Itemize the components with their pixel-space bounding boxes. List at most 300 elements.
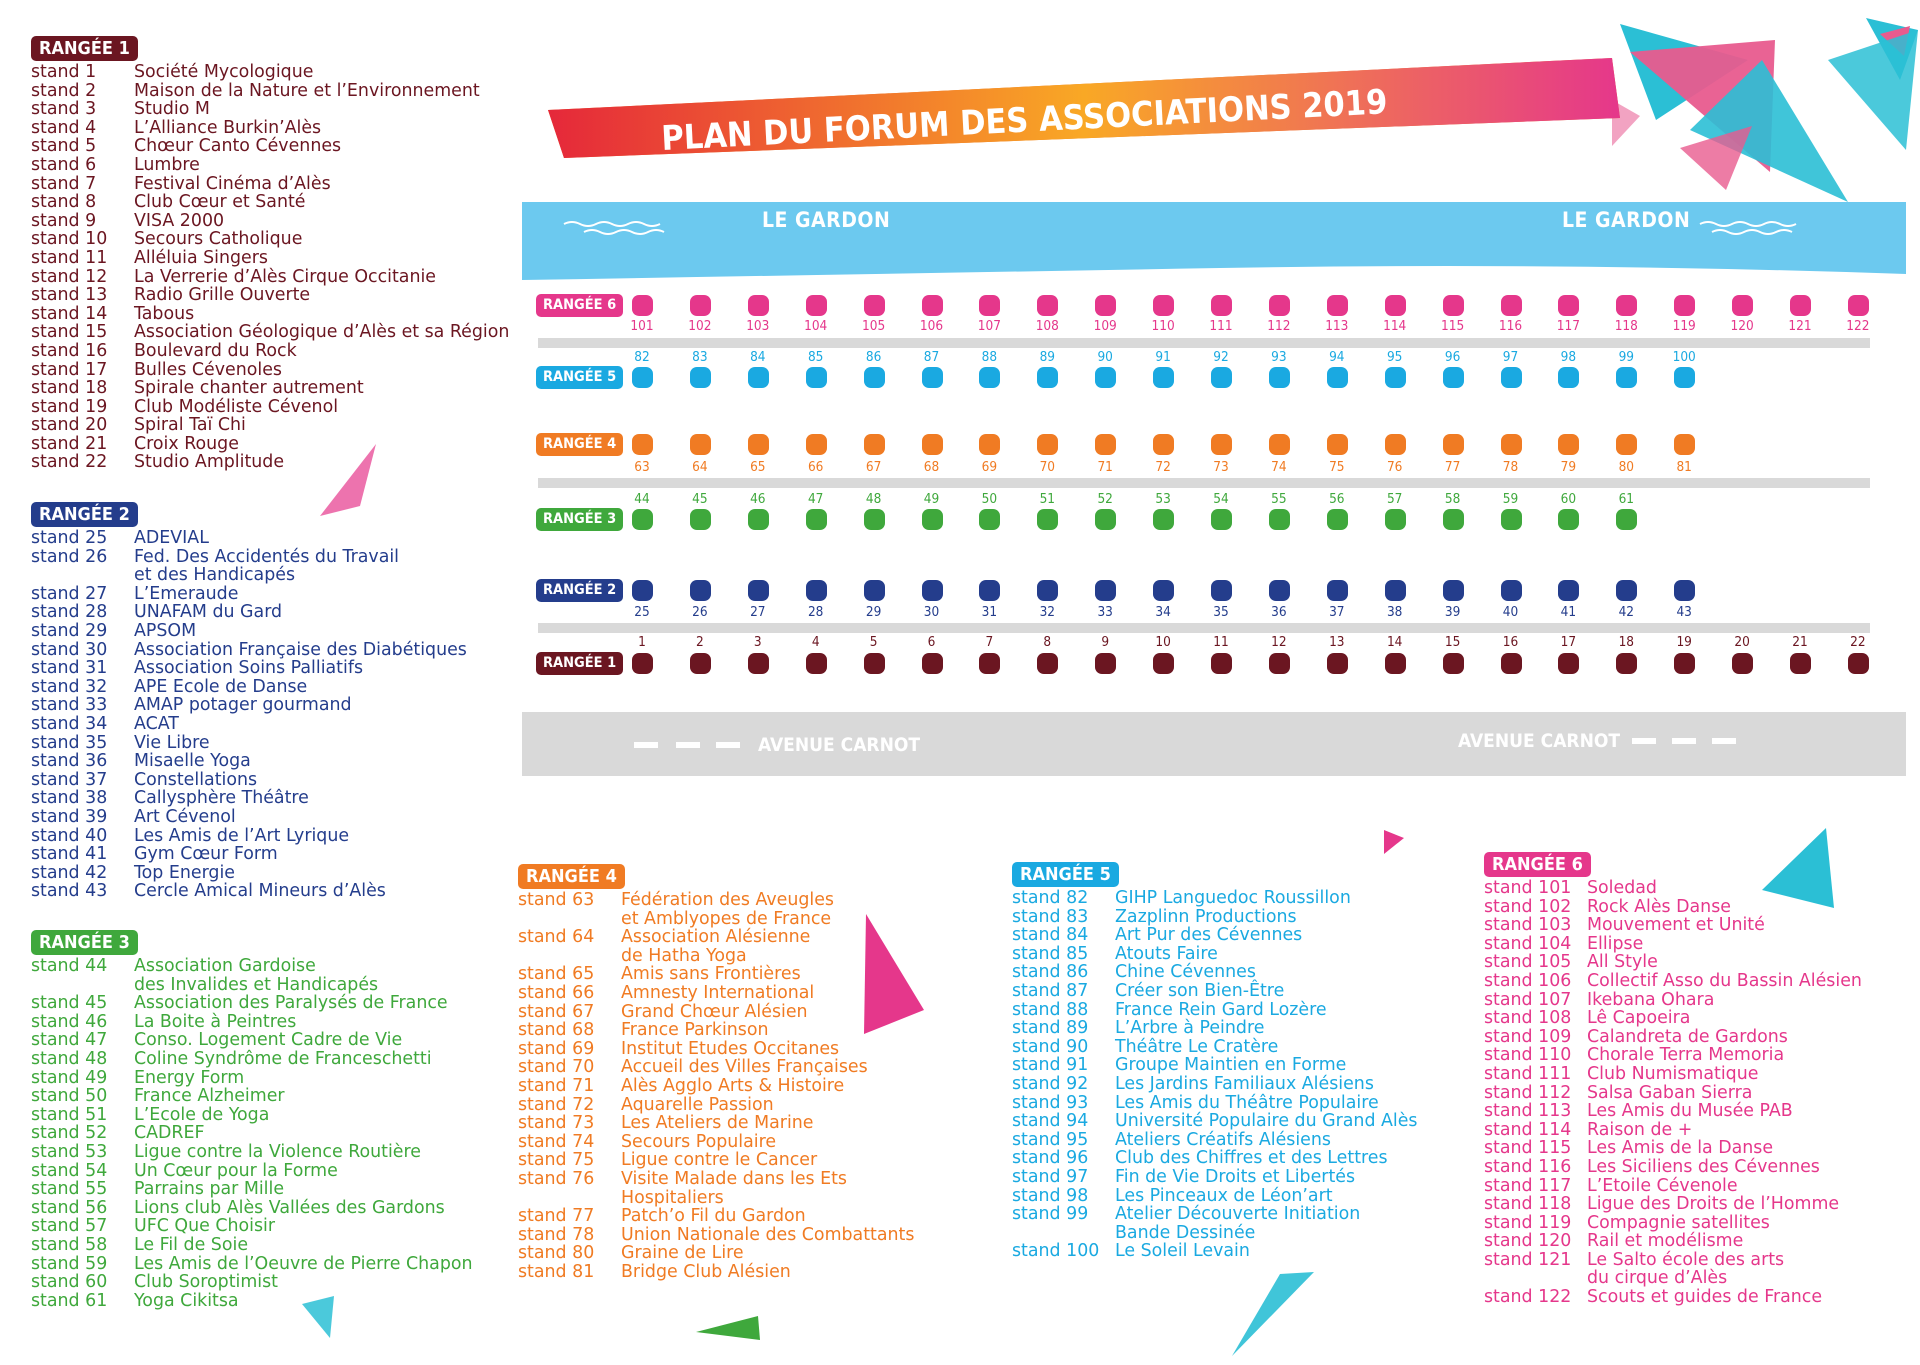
stand-52[interactable]	[1095, 509, 1116, 530]
legend-entry	[1484, 1009, 1862, 1028]
stand-10[interactable]	[1153, 653, 1174, 674]
stand-113[interactable]	[1327, 295, 1348, 316]
stand-number: 20	[1734, 634, 1750, 650]
stand-111[interactable]	[1211, 295, 1232, 316]
stand-88[interactable]	[979, 367, 1000, 388]
stand-id: stand 82	[1012, 888, 1089, 908]
stand-45[interactable]	[690, 509, 711, 530]
stand-id: stand 40	[31, 825, 108, 846]
stand-56[interactable]	[1327, 509, 1348, 530]
legend-entry	[1484, 1177, 1862, 1196]
stand-5[interactable]	[864, 653, 885, 674]
stand-number: 100	[1672, 349, 1696, 365]
stand-number: 81	[1676, 459, 1692, 475]
association-name: Les Amis de l’Oeuvre de Pierre Chapon	[134, 1253, 473, 1274]
stand-id: stand 122	[1484, 1287, 1572, 1308]
stand-116[interactable]	[1501, 295, 1522, 316]
stand-91[interactable]	[1153, 367, 1174, 388]
association-name: Association des Paralysés de France	[134, 993, 448, 1014]
legend-entry	[1012, 1131, 1418, 1150]
stand-id: stand 90	[1012, 1036, 1089, 1057]
stand-2[interactable]	[690, 653, 711, 674]
stand-number: 17	[1560, 634, 1577, 650]
legend-badge-r4: RANGÉE 4	[518, 864, 625, 889]
stand-96[interactable]	[1443, 367, 1464, 388]
stand-id: stand 57	[31, 1216, 108, 1237]
stand-number: 25	[634, 604, 650, 620]
stand-51[interactable]	[1037, 509, 1058, 530]
legend-entry	[31, 1013, 473, 1032]
legend-badge-r6: RANGÉE 6	[1484, 852, 1591, 877]
stand-122[interactable]	[1848, 295, 1869, 316]
stand-103[interactable]	[748, 295, 769, 316]
stand-number: 98	[1560, 349, 1577, 365]
stand-number: 74	[1271, 459, 1287, 475]
stand-75[interactable]	[1327, 434, 1348, 455]
association-name: Spirale chanter autrement	[134, 378, 364, 399]
association-name: APE Ecole de Danse	[134, 676, 308, 697]
stand-number: 19	[1676, 634, 1692, 650]
stand-id: stand 20	[31, 415, 108, 436]
legend-entry	[1012, 889, 1418, 908]
legend-entry	[31, 622, 467, 641]
stand-65[interactable]	[748, 434, 769, 455]
legend-entry	[31, 268, 509, 287]
stand-number: 109	[1093, 318, 1117, 334]
stand-39[interactable]	[1443, 580, 1464, 601]
stand-112[interactable]	[1269, 295, 1290, 316]
association-name: Le Fil de Soie	[134, 1234, 249, 1255]
stand-number: 37	[1329, 604, 1345, 620]
stand-109[interactable]	[1095, 295, 1116, 316]
association-name: Fin de Vie Droits et Libertés	[1115, 1166, 1356, 1187]
stand-number: 108	[1035, 318, 1059, 334]
stand-34[interactable]	[1153, 580, 1174, 601]
stand-58[interactable]	[1443, 509, 1464, 530]
stand-number: 47	[807, 491, 824, 507]
stand-26[interactable]	[690, 580, 711, 601]
legend-entry	[31, 771, 467, 790]
association-name: ACAT	[134, 713, 179, 734]
legend-entry	[1484, 1046, 1862, 1065]
stand-81[interactable]	[1674, 434, 1695, 455]
legend-entry	[1484, 879, 1862, 898]
stand-27[interactable]	[748, 580, 769, 601]
association-name: Maison de la Nature et l’Environnement	[134, 80, 480, 101]
stand-17[interactable]	[1558, 653, 1579, 674]
stand-60[interactable]	[1558, 509, 1579, 530]
stand-number: 16	[1502, 634, 1519, 650]
stand-92[interactable]	[1211, 367, 1232, 388]
stand-number: 14	[1386, 634, 1403, 650]
river	[522, 202, 1906, 280]
stand-19[interactable]	[1674, 653, 1695, 674]
stand-50[interactable]	[979, 509, 1000, 530]
stand-number: 121	[1788, 318, 1812, 334]
stand-83[interactable]	[690, 367, 711, 388]
stand-number: 46	[750, 491, 766, 507]
association-name: Lê Capoeira	[1587, 1008, 1691, 1029]
stand-id: stand 83	[1012, 906, 1089, 927]
stand-98[interactable]	[1558, 367, 1579, 388]
stand-id: stand 97	[1012, 1166, 1089, 1187]
stand-102[interactable]	[690, 295, 711, 316]
legend-entry	[31, 659, 467, 678]
stand-44[interactable]	[632, 509, 653, 530]
stand-number: 31	[981, 604, 998, 620]
stand-number: 44	[634, 491, 650, 507]
association-name: Patch’o Fil du Gardon	[621, 1206, 806, 1227]
legend-entry	[1012, 908, 1418, 927]
stand-number: 12	[1271, 634, 1287, 650]
stand-25[interactable]	[632, 580, 653, 601]
stand-42[interactable]	[1616, 580, 1637, 601]
stand-id: stand 21	[31, 433, 108, 454]
stand-number: 102	[688, 318, 712, 334]
stand-id: stand 72	[518, 1094, 595, 1115]
association-name: CADREF	[134, 1123, 205, 1144]
stand-number: 30	[923, 604, 940, 620]
legend-entry	[1012, 926, 1418, 945]
legend-entry	[31, 212, 509, 231]
legend-entry	[31, 808, 467, 827]
stand-71[interactable]	[1095, 434, 1116, 455]
stand-13[interactable]	[1327, 653, 1348, 674]
stand-59[interactable]	[1501, 509, 1522, 530]
legend-rangee-3	[31, 930, 473, 1310]
legend-entry	[518, 1133, 914, 1152]
stand-number: 33	[1097, 604, 1113, 620]
association-name: Chœur Canto Cévennes	[134, 136, 342, 157]
stand-33[interactable]	[1095, 580, 1116, 601]
stand-114[interactable]	[1385, 295, 1406, 316]
stand-id: stand 105	[1484, 952, 1572, 973]
legend-entry	[31, 864, 467, 883]
stand-id: stand 28	[31, 602, 108, 623]
stand-number: 85	[807, 349, 824, 365]
stand-number: 60	[1560, 491, 1577, 507]
stand-id: stand 5	[31, 136, 97, 157]
decor-triangle	[1232, 1272, 1314, 1356]
legend-entry	[1484, 1232, 1862, 1251]
stand-20[interactable]	[1732, 653, 1753, 674]
legend-entry	[1484, 1251, 1862, 1288]
stand-number: 21	[1792, 634, 1808, 650]
stand-11[interactable]	[1211, 653, 1232, 674]
stand-49[interactable]	[922, 509, 943, 530]
association-name: L’Emeraude	[134, 583, 239, 604]
stand-id: stand 76	[518, 1168, 595, 1189]
stand-55[interactable]	[1269, 509, 1290, 530]
legend-entry	[31, 1217, 473, 1236]
stand-number: 34	[1155, 604, 1171, 620]
legend-entry	[1484, 1084, 1862, 1103]
legend-entry	[31, 193, 509, 212]
stand-54[interactable]	[1211, 509, 1232, 530]
legend-entry	[518, 984, 914, 1003]
stand-id: stand 59	[31, 1253, 108, 1274]
stand-id: stand 108	[1484, 1008, 1572, 1029]
stand-90[interactable]	[1095, 367, 1116, 388]
stand-80[interactable]	[1616, 434, 1637, 455]
stand-number: 70	[1039, 459, 1056, 475]
association-name: Graine de Lire	[621, 1243, 744, 1264]
legend-entry	[31, 398, 509, 417]
legend-entry	[31, 1106, 473, 1125]
legend-entry	[1012, 1094, 1418, 1113]
stand-22[interactable]	[1848, 653, 1869, 674]
stand-76[interactable]	[1385, 434, 1406, 455]
stand-number: 66	[807, 459, 824, 475]
association-name: Lumbre	[134, 154, 200, 175]
stand-95[interactable]	[1385, 367, 1406, 388]
stand-107[interactable]	[979, 295, 1000, 316]
stand-15[interactable]	[1443, 653, 1464, 674]
stand-78[interactable]	[1501, 434, 1522, 455]
stand-115[interactable]	[1443, 295, 1464, 316]
stand-38[interactable]	[1385, 580, 1406, 601]
stand-number: 40	[1502, 604, 1519, 620]
association-name: Les Amis du Théâtre Populaire	[1115, 1092, 1379, 1113]
row-label-r1: RANGÉE 1	[536, 652, 623, 675]
stand-id: stand 77	[518, 1206, 595, 1227]
stand-41[interactable]	[1558, 580, 1579, 601]
association-name: Les Amis du Musée PAB	[1587, 1101, 1793, 1122]
stand-73[interactable]	[1211, 434, 1232, 455]
stand-120[interactable]	[1732, 295, 1753, 316]
stand-40[interactable]	[1501, 580, 1522, 601]
stand-number: 75	[1329, 459, 1345, 475]
legend-entry	[1012, 1038, 1418, 1057]
stand-97[interactable]	[1501, 367, 1522, 388]
stand-number: 120	[1730, 318, 1754, 334]
stand-number: 39	[1444, 604, 1461, 620]
stand-72[interactable]	[1153, 434, 1174, 455]
stand-84[interactable]	[748, 367, 769, 388]
legend-entry	[518, 1040, 914, 1059]
stand-id: stand 15	[31, 322, 108, 343]
legend-entry	[31, 361, 509, 380]
legend-entry	[518, 1077, 914, 1096]
road-label-right: AVENUE CARNOT	[1458, 730, 1621, 752]
stand-77[interactable]	[1443, 434, 1464, 455]
stand-86[interactable]	[864, 367, 885, 388]
stand-61[interactable]	[1616, 509, 1637, 530]
stand-id: stand 89	[1012, 1018, 1089, 1039]
stand-id: stand 120	[1484, 1231, 1572, 1252]
association-name: Boulevard du Rock	[134, 340, 297, 361]
stand-99[interactable]	[1616, 367, 1637, 388]
stand-48[interactable]	[864, 509, 885, 530]
stand-number: 86	[865, 349, 882, 365]
association-name: UNAFAM du Gard	[134, 602, 283, 623]
stand-9[interactable]	[1095, 653, 1116, 674]
stand-3[interactable]	[748, 653, 769, 674]
stand-37[interactable]	[1327, 580, 1348, 601]
association-name: Atouts Faire	[1115, 943, 1218, 964]
stand-68[interactable]	[922, 434, 943, 455]
legend-entry	[31, 715, 467, 734]
stand-105[interactable]	[864, 295, 885, 316]
stand-id: stand 9	[31, 210, 97, 231]
association-name: UFC Que Choisir	[134, 1216, 276, 1237]
legend-entry	[31, 249, 509, 268]
legend-entry	[31, 63, 509, 82]
stand-36[interactable]	[1269, 580, 1290, 601]
stand-31[interactable]	[979, 580, 1000, 601]
stand-id: stand 53	[31, 1141, 108, 1162]
stand-94[interactable]	[1327, 367, 1348, 388]
stand-21[interactable]	[1790, 653, 1811, 674]
stand-93[interactable]	[1269, 367, 1290, 388]
stand-id: stand 19	[31, 396, 108, 417]
stand-30[interactable]	[922, 580, 943, 601]
association-name: Théâtre Le Cratère	[1115, 1036, 1279, 1057]
stand-100[interactable]	[1674, 367, 1695, 388]
association-name: Les Pinceaux de Léon’art	[1115, 1185, 1333, 1206]
stand-id: stand 61	[31, 1290, 108, 1311]
stand-number: 3	[753, 634, 762, 650]
stand-id: stand 91	[1012, 1055, 1089, 1076]
row-label-r6: RANGÉE 6	[536, 294, 623, 317]
association-name: Association Soins Palliatifs	[134, 658, 364, 679]
stand-id: stand 18	[31, 378, 108, 399]
stand-117[interactable]	[1558, 295, 1579, 316]
stand-id: stand 66	[518, 982, 595, 1003]
legend-entry	[31, 734, 467, 753]
association-name: Société Mycologique	[134, 62, 314, 82]
stand-89[interactable]	[1037, 367, 1058, 388]
legend-entry	[518, 1021, 914, 1040]
stand-id: stand 8	[31, 192, 97, 213]
stand-74[interactable]	[1269, 434, 1290, 455]
stand-number: 90	[1097, 349, 1113, 365]
stand-28[interactable]	[806, 580, 827, 601]
stand-number: 10	[1155, 634, 1171, 650]
stand-id: stand 116	[1484, 1156, 1572, 1177]
legend-entry	[1012, 1056, 1418, 1075]
stand-121[interactable]	[1790, 295, 1811, 316]
stand-118[interactable]	[1616, 295, 1637, 316]
stand-70[interactable]	[1037, 434, 1058, 455]
association-name: Yoga Cikitsa	[134, 1290, 239, 1311]
stand-18[interactable]	[1616, 653, 1637, 674]
stand-12[interactable]	[1269, 653, 1290, 674]
stand-69[interactable]	[979, 434, 1000, 455]
association-name: L’Alliance Burkin’Alès	[134, 117, 322, 138]
association-name: Groupe Maintien en Forme	[1115, 1055, 1347, 1076]
stand-87[interactable]	[922, 367, 943, 388]
stand-79[interactable]	[1558, 434, 1579, 455]
stand-16[interactable]	[1501, 653, 1522, 674]
stand-7[interactable]	[979, 653, 1000, 674]
stand-id: stand 48	[31, 1048, 108, 1069]
stand-id: stand 65	[518, 964, 595, 985]
stand-104[interactable]	[806, 295, 827, 316]
legend-entry	[1484, 1158, 1862, 1177]
legend-entry	[1484, 898, 1862, 917]
association-name: Compagnie satellites	[1587, 1212, 1770, 1233]
association-name: La Boite à Peintres	[134, 1011, 297, 1032]
stand-14[interactable]	[1385, 653, 1406, 674]
association-name: AMAP potager gourmand	[134, 695, 352, 716]
stand-82[interactable]	[632, 367, 653, 388]
stand-number: 88	[981, 349, 998, 365]
association-name: Cercle Amical Mineurs d’Alès	[134, 881, 386, 902]
stand-85[interactable]	[806, 367, 827, 388]
legend-entry	[1012, 1242, 1418, 1261]
association-name: Les Amis de la Danse	[1587, 1138, 1774, 1159]
association-name: Le Soleil Levain	[1115, 1241, 1250, 1262]
stand-number: 96	[1444, 349, 1461, 365]
stand-id: stand 2	[31, 80, 97, 101]
stand-67[interactable]	[864, 434, 885, 455]
stand-57[interactable]	[1385, 509, 1406, 530]
legend-entry	[31, 994, 473, 1013]
stand-4[interactable]	[806, 653, 827, 674]
legend-entry	[31, 957, 473, 994]
stand-108[interactable]	[1037, 295, 1058, 316]
stand-66[interactable]	[806, 434, 827, 455]
association-name: Ligue contre le Cancer	[621, 1150, 818, 1171]
association-name: Ligue des Droits de l’Homme	[1587, 1194, 1840, 1215]
legend-badge-r3: RANGÉE 3	[31, 930, 138, 955]
stand-id: stand 11	[31, 247, 108, 268]
row-label-r3: RANGÉE 3	[536, 508, 623, 531]
stand-number: 58	[1444, 491, 1461, 507]
association-name: Alès Agglo Arts & Histoire	[621, 1075, 845, 1096]
association-name: Croix Rouge	[134, 433, 239, 454]
stand-id: stand 68	[518, 1020, 595, 1041]
stand-id: stand 14	[31, 303, 108, 324]
stand-id: stand 106	[1484, 970, 1572, 991]
stand-43[interactable]	[1674, 580, 1695, 601]
stand-number: 107	[977, 318, 1001, 334]
stand-number: 76	[1386, 459, 1403, 475]
stand-29[interactable]	[864, 580, 885, 601]
stand-106[interactable]	[922, 295, 943, 316]
stand-47[interactable]	[806, 509, 827, 530]
stand-number: 94	[1329, 349, 1345, 365]
stand-119[interactable]	[1674, 295, 1695, 316]
stand-53[interactable]	[1153, 509, 1174, 530]
stand-46[interactable]	[748, 509, 769, 530]
stand-number: 91	[1155, 349, 1171, 365]
stand-number: 115	[1441, 318, 1465, 334]
stand-101[interactable]	[632, 295, 653, 316]
stand-number: 36	[1271, 604, 1287, 620]
association-name: Mouvement et Unité	[1587, 915, 1765, 936]
legend-entry	[518, 1003, 914, 1022]
stand-1[interactable]	[632, 653, 653, 674]
stand-id: stand 67	[518, 1001, 595, 1022]
association-name: Institut Etudes Occitanes	[621, 1038, 840, 1059]
legend-entry	[31, 1273, 473, 1292]
legend-entry	[31, 1143, 473, 1162]
stand-6[interactable]	[922, 653, 943, 674]
legend-entry	[1484, 972, 1862, 991]
stand-8[interactable]	[1037, 653, 1058, 674]
stand-35[interactable]	[1211, 580, 1232, 601]
stand-number: 42	[1618, 604, 1635, 620]
stand-id: stand 25	[31, 528, 108, 548]
stand-110[interactable]	[1153, 295, 1174, 316]
stand-64[interactable]	[690, 434, 711, 455]
legend-entry	[518, 1170, 914, 1207]
stand-32[interactable]	[1037, 580, 1058, 601]
legend-entry	[518, 965, 914, 984]
stand-63[interactable]	[632, 434, 653, 455]
